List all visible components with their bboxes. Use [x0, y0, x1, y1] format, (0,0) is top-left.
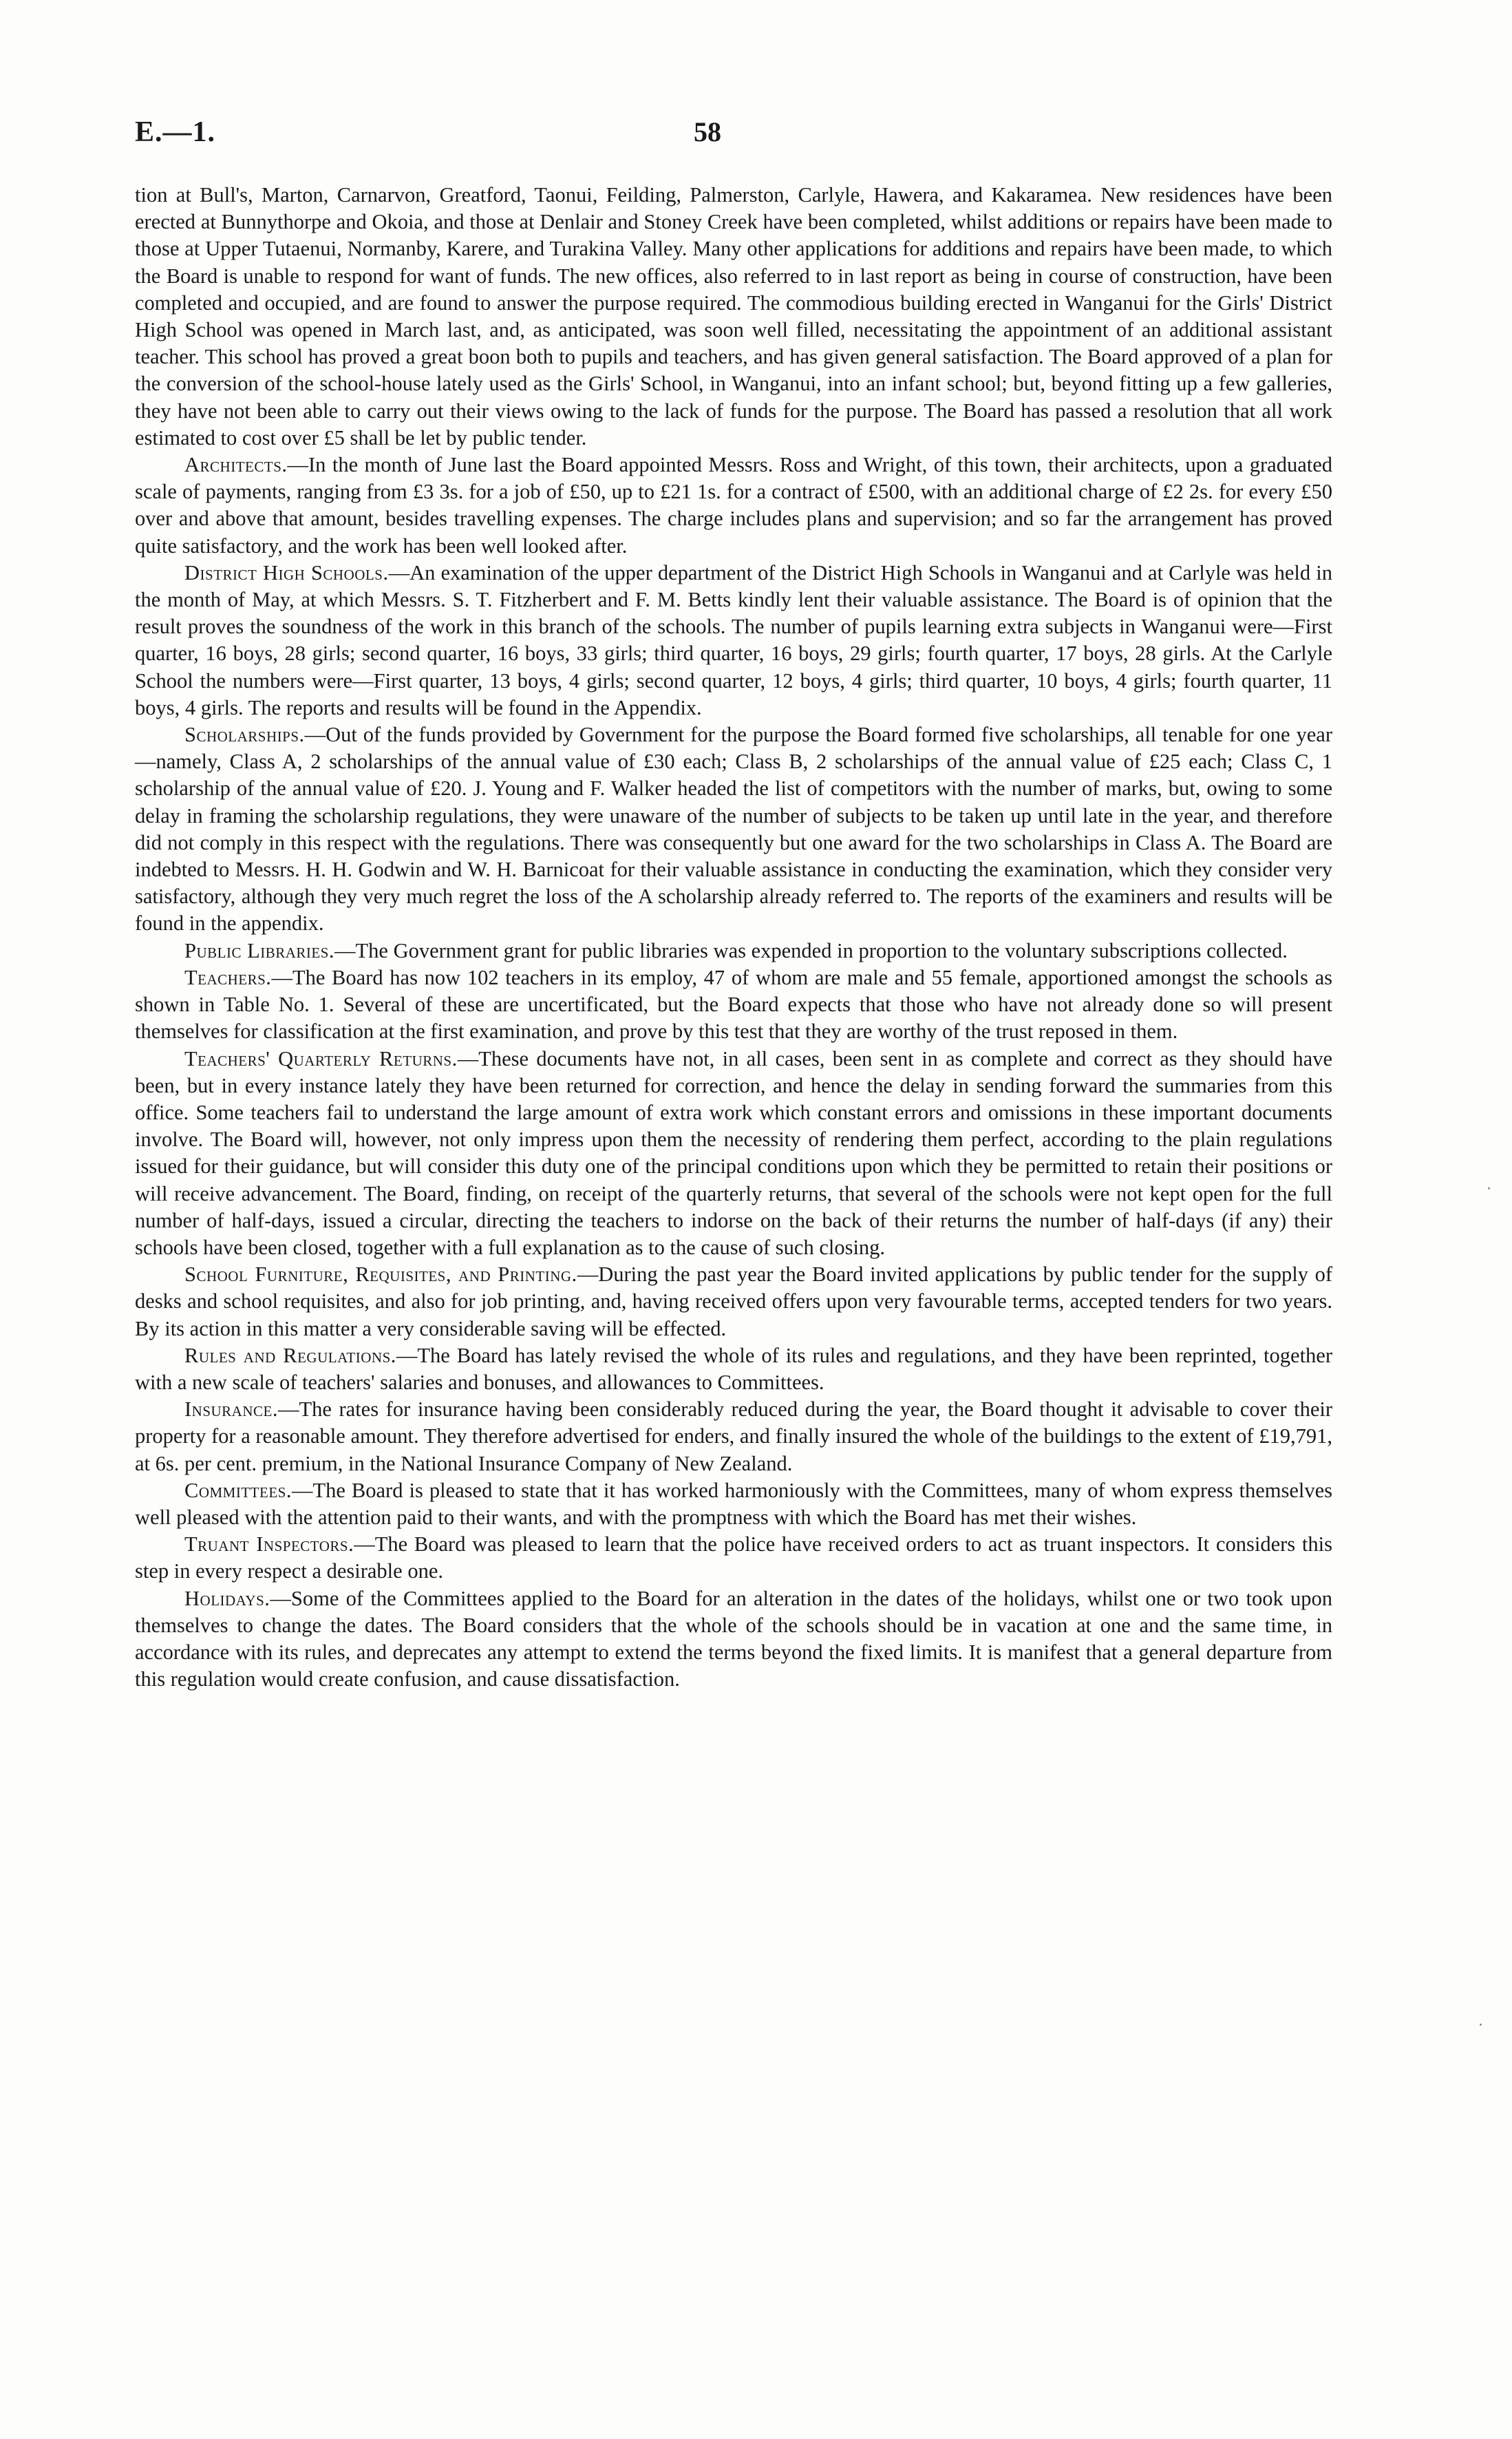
report-body	[135, 182, 1332, 1693]
section-heading: Teachers.	[184, 965, 272, 989]
paragraph-text: —Out of the funds provided by Government for the purpose the Board formed five scholarships, all tenable for one year—namely, Class A, 2 scholarships of the annual value of £30 each; Class B, 2 scholarships of the annual value of £25 each; Class C, 1 scholarship of the annual value of £20. J. Young and F. Walker headed the list of competitors with the number of marks, but, owing to some delay in framing the scholarship regulations, they were unaware of the number of subjects to be taken up until late in the year, and therefore did not comply in this respect with the regulations. There was consequently but one award for the two scholarships in Class A. The Board are indebted to Messrs. H. H. Godwin and W. H. Barnicoat for their valuable assistance in conducting the examination, which they consider very satisfactory, although they very much regret the loss of the A scholarship already referred to. The reports of the examiners and results will be found in the appendix.	[135, 723, 1332, 936]
paragraph-public-libraries	[135, 938, 1332, 964]
paragraph-text: —The Board has lately revised the whole of its rules and regulations, and they have been reprinted, together with a new scale of teachers' salaries and bonuses, and allowances to Committees.	[135, 1343, 1332, 1394]
section-heading: Truant Inspectors.	[184, 1532, 354, 1556]
paragraph-holidays	[135, 1585, 1332, 1693]
paragraph-text: —During the past year the Board invited applications by public tender for the supply of desks and school requisites, and also for job printing, and, having received offers upon very favourable terms, accepted tenders for two years. By its action in this matter a very considerable saving will be effected.	[135, 1263, 1332, 1340]
paragraph-architects	[135, 452, 1332, 560]
paragraph-text: —The Board is pleased to state that it has worked harmoniously with the Committees, many of whom express themselves well pleased with the attention paid to their wants, and with the promptness with which the Board has met their wishes.	[135, 1478, 1332, 1529]
paragraph-quarterly-returns	[135, 1046, 1332, 1262]
section-heading: Architects.	[184, 453, 288, 477]
section-heading: Rules and Regulations.	[184, 1343, 396, 1367]
paragraph-text: —The Board has now 102 teachers in its employ, 47 of whom are male and 55 female, apportioned amongst the schools as shown in Table No. 1. Several of these are uncertificated, but the Board expects that those who have not already done so will present themselves for classification at the first examination, and prove by this test that they are worthy of the trust reposed in them.	[135, 965, 1332, 1044]
paragraph-school-furniture	[135, 1261, 1332, 1342]
scan-mark: ·	[1478, 2017, 1483, 2034]
paragraph-insurance	[135, 1396, 1332, 1477]
section-heading: School Furniture, Requisites, and Printing.	[184, 1263, 577, 1287]
paragraph-rules-regulations	[135, 1342, 1332, 1396]
section-heading: District High Schools.	[184, 560, 389, 584]
paragraph-text: —Some of the Committees applied to the Board for an alteration in the dates of the holidays, whilst one or two took upon themselves to change the dates. The Board considers that the whole of the schools should be in vacation at one and the same time, in accordance with its rules, and deprecates any attempt to extend the terms beyond the fixed limits. It is manifest that a general departure from this regulation would create confusion, and cause dissatisfaction.	[135, 1586, 1332, 1691]
paragraph-committees	[135, 1477, 1332, 1531]
paragraph-district-high-schools	[135, 560, 1332, 721]
document-reference: E.—1.	[135, 116, 216, 148]
paragraph-text: —The rates for insurance having been considerably reduced during the year, the Board thought it advisable to cover their property for a reasonable amount. They therefore advertised for enders, and finally insured the whole of the buildings to the extent of £19,791, at 6s. per cent. premium, in the National Insurance Company of New Zealand.	[135, 1397, 1332, 1475]
section-heading: Public Libraries.	[184, 938, 335, 962]
paragraph-text: —These documents have not, in all cases, been sent in as complete and correct as they should have been, but in every instance lately they have been returned for correction, and hence the delay in sending forward the summaries from this office. Some teachers fail to understand the large amount of extra work which constant errors and omissions in these important documents involve. The Board will, however, not only impress upon them the necessity of rendering them perfect, according to the plain regulations issued for their guidance, but will consider this duty one of the principal conditions upon which they be permitted to retain their positions or will receive advancement. The Board, finding, on receipt of the quarterly returns, that several of the schools were not kept open for the full number of half-days, issued a circular, directing the teachers to indorse on the back of their returns the number of half-days (if any) their schools have been closed, together with a full explanation as to the cause of such closing.	[135, 1046, 1333, 1259]
section-heading: Scholarships.	[184, 723, 305, 747]
section-heading: Insurance.	[184, 1397, 278, 1422]
paragraph-text: tion at Bull's, Marton, Carnarvon, Greatford, Taonui, Feilding, Palmerston, Carlyle, Hawera, and Kakaramea. New residences have been erected at Bunnythorpe and Okoia, and those at Denlair and Stoney Creek have been completed, whilst additions or repairs have been made to those at Upper Tutaenui, Normanby, Karere, and Turakina Valley. Many other applications for additions and repairs have been made, to which the Board is unable to respond for want of funds. The new offices, also referred to in last report as being in course of construction, have been completed and occupied, and are found to answer the purpose required. The commodious building erected in Wanganui for the Girls' District High School was opened in March last, and, as anticipated, was soon well filled, necessitating the appointment of an additional assistant teacher. This school has proved a great boon both to pupils and teachers, and has given general satisfaction. The Board approved of a plan for the conversion of the school-house lately used as the Girls' School, in Wanganui, into an infant school; but, beyond fitting up a few galleries, they have not been able to carry out their views owing to the lack of funds for the purpose. The Board has passed a resolution that all work estimated to cost over £5 shall be let by public tender.	[135, 183, 1332, 450]
scan-mark: ·	[1487, 1181, 1491, 1198]
paragraph-scholarships	[135, 721, 1332, 938]
paragraph-truant-inspectors	[135, 1531, 1332, 1585]
page-header	[135, 116, 1346, 157]
paragraph-text: —An examination of the upper department of the District High Schools in Wanganui and at Carlyle was held in the month of May, at which Messrs. S. T. Fitzherbert and F. M. Betts kindly lent their valuable assistance. The Board is of opinion that the result proves the soundness of the work in this branch of the schools. The number of pupils learning extra subjects in Wanganui were—First quarter, 16 boys, 28 girls; second quarter, 16 boys, 33 girls; third quarter, 16 boys, 29 girls; fourth quarter, 17 boys, 28 girls. At the Carlyle School the numbers were—First quarter, 13 boys, 4 girls; second quarter, 12 boys, 4 girls; third quarter, 10 boys, 4 girls; fourth quarter, 11 boys, 4 girls. The reports and results will be found in the Appendix.	[135, 560, 1333, 719]
section-heading: Committees.	[184, 1478, 292, 1502]
section-heading: Holidays.	[184, 1586, 270, 1610]
paragraph-text: —In the month of June last the Board appointed Messrs. Ross and Wright, of this town, their architects, upon a graduated scale of payments, ranging from £3 3s. for a job of £50, up to £21 1s. for a contract of £500, with an additional charge of £2 2s. for every £50 over and above that amount, besides travelling expenses. The charge includes plans and supervision; and so far the arrangement has proved quite satisfactory, and the work has been well looked after.	[135, 453, 1332, 558]
paragraph-buildings-continued	[135, 182, 1332, 452]
paragraph-text: —The Government grant for public libraries was expended in proportion to the voluntary subscriptions collected.	[334, 938, 1288, 962]
paragraph-teachers	[135, 964, 1332, 1046]
section-heading: Teachers' Quarterly Returns.	[184, 1046, 458, 1070]
page-number: 58	[694, 116, 721, 147]
paragraph-text: —The Board was pleased to learn that the police have received orders to act as truant inspectors. It considers this step in every respect a desirable one.	[135, 1532, 1332, 1583]
